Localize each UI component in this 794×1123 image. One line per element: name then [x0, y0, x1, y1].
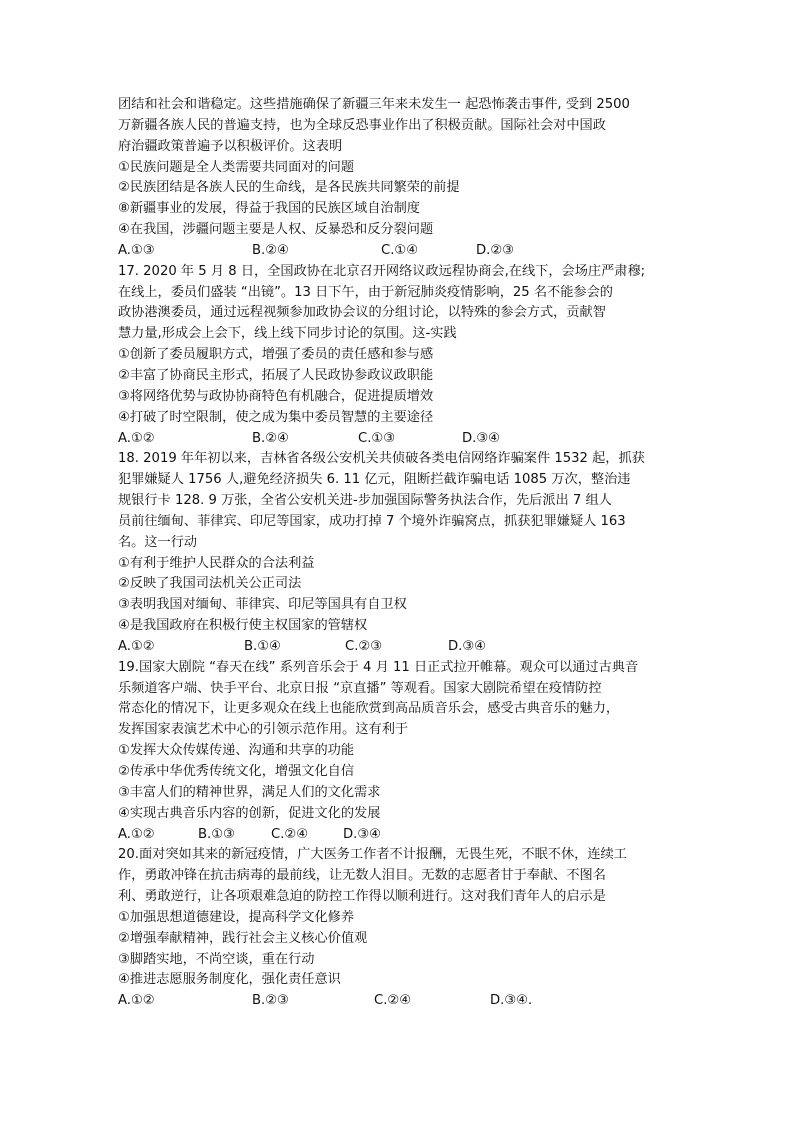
question-text-line: 万新疆各族人民的普遍支持，也为全球反恐事业作出了积极贡献。国际社会对中国政: [118, 117, 606, 133]
question-text-line: 犯罪嫌疑人 1756 人,避免经济损失 6. 11 亿元，阻断拦截诈骗电话 1085 万次，整治违: [118, 472, 631, 488]
statement-1: ①发挥大众传媒传递、沟通和共享的功能: [118, 743, 355, 759]
option-d: D.③④.: [490, 993, 533, 1009]
question-18: [118, 449, 678, 657]
question-text-line: 在线上，委员们盛装 “出镜”。13 日下午，由于新冠肺炎疫情影响，25 名不能参会的: [118, 284, 613, 300]
answer-options: [118, 825, 678, 846]
statement-2: ②民族团结是各族人民的生命线，是各民族共同繁荣的前提: [118, 180, 460, 196]
question-text-line: 员前往缅甸、菲律宾、印尼等国家，成功打掉 7 个境外诈骗窝点，抓获犯罪嫌疑人 163: [118, 513, 626, 529]
option-b: B.①③: [198, 826, 235, 842]
option-a: A.①②: [118, 430, 155, 446]
question-text-line: 20.面对突如其来的新冠疫情，广大医务工作者不计报酬，无畏生死，不眠不休，连续工: [118, 847, 627, 863]
question-text-line: 18. 2019 年年初以来，吉林省各级公安机关共侦破各类电信网络诈骗案件 1532 起，抓获: [118, 451, 645, 467]
statement-2: ②传承中华优秀传统文化，增强文化自信: [118, 764, 355, 779]
question-text-line: 规银行卡 128. 9 万张，全省公安机关进-步加强国际警务执法合作，先后派出 7 组人: [118, 493, 612, 509]
exam-page: [118, 95, 678, 1012]
statement-4: ④是我国政府在积极行使主权国家的管辖权: [118, 618, 368, 634]
question-text-line: 政协港澳委员，通过远程视频参加政协会议的分组讨论，以特殊的参会方式，贡献智: [118, 305, 606, 321]
question-text-line: 17. 2020 年 5 月 8 日，全国政协在北京召开网络议政远程协商会,在线下，会场庄严肃穆;: [118, 263, 646, 279]
statement-2: ②增强奉献精神，践行社会主义核心价值观: [118, 930, 368, 946]
statement-3: ③丰富人们的精神世界，满足人们的文化需求: [118, 784, 381, 800]
statement-1: ①加强思想道德建设，提高科学文化修养: [118, 909, 355, 925]
question-text-line: 19.国家大剧院 “春天在线” 系列音乐会于 4 月 11 日正式拉开帷幕。观众可以通过古典音: [118, 659, 639, 675]
option-a: A.①③: [118, 242, 155, 258]
question-19: [118, 658, 678, 846]
statement-2: ②反映了我国司法机关公正司法: [118, 576, 302, 592]
option-b: B.②④: [252, 242, 289, 258]
question-16-continuation: [118, 95, 678, 262]
statement-3: ③脚踏实地，不尚空谈，重在行动: [118, 951, 315, 967]
question-text-line: 常态化的情况下，让更多观众在线上也能欣赏到高品质音乐会，感受古典音乐的魅力，: [118, 701, 620, 717]
answer-options: [118, 241, 678, 262]
option-d: D.③④: [448, 638, 486, 654]
option-a: A.①②: [118, 826, 155, 842]
question-text-line: 作，勇敢冲锋在抗击病毒的最前线，让无数人泪目。无数的志愿者甘于奉献、不图名: [118, 868, 606, 884]
option-d: D.③④: [343, 826, 381, 842]
option-c: C.②④: [271, 826, 309, 842]
statement-1: ①有利于维护人民群众的合法利益: [118, 555, 315, 571]
option-a: A.①②: [118, 638, 155, 654]
statement-1: ①民族问题是全人类需要共同面对的问题: [118, 159, 355, 175]
question-text-line: 利、勇敢逆行，让各项艰难急迫的防控工作得以顺利进行。这对我们青年人的启示是: [118, 889, 606, 905]
answer-options: [118, 637, 678, 658]
option-b: B.②④: [252, 430, 289, 446]
question-text-line: 乐频道客户端、快手平台、北京日报 “京直播” 等观看。国家大剧院希望在疫情防控: [118, 680, 602, 696]
statement-4: ④实现古典音乐内容的创新，促进文化的发展: [118, 805, 381, 821]
option-c: C.②④: [374, 993, 412, 1009]
statement-2: ②丰富了协商民主形式，拓展了人民政协参政议政职能: [118, 367, 434, 383]
question-text-line: 名。这一行动: [118, 534, 198, 550]
question-text-line: 府治疆政策普遍予以积极评价。这表明: [118, 138, 343, 154]
statement-1: ①创新了委员履职方式，增强了委员的责任感和参与感: [118, 347, 434, 363]
statement-3: ③将网络优势与政协协商特色有机融合，促进提质增效: [118, 388, 434, 404]
option-a: A.①②: [118, 993, 155, 1009]
question-text-line: 发挥国家表演艺术中心的引领示范作用。这有利于: [118, 722, 409, 738]
question-text-line: 慧力量,形成会上会下，线上线下同步讨论的氛围。这-实践: [118, 326, 457, 342]
option-d: D.③④: [462, 430, 500, 446]
statement-4: ④打破了时空限制，使之成为集中委员智慧的主要途径: [118, 409, 434, 425]
question-20: [118, 845, 678, 1012]
question-17: [118, 262, 678, 450]
statement-4: ④在我国，涉疆问题主要是人权、反暴恐和反分裂问题: [118, 222, 434, 238]
statement-3: ③表明我国对缅甸、菲律宾、印尼等国具有自卫权: [118, 597, 407, 613]
option-b: B.②③: [252, 993, 289, 1009]
answer-options: [118, 429, 678, 450]
option-c: C.②③: [345, 638, 383, 654]
answer-options: [118, 991, 678, 1012]
option-c: C.①④: [381, 242, 419, 258]
question-text-line: 团结和社会和谐稳定。这些措施确保了新疆三年来未发生一 起恐怖袭击事件, 受到 2500: [118, 97, 630, 112]
option-b: B.①④: [244, 638, 281, 654]
option-d: D.②③: [476, 242, 514, 258]
option-c: C.①③: [358, 430, 396, 446]
statement-3: ⑧新疆事业的发展，得益于我国的民族区域自治制度: [118, 201, 420, 217]
statement-4: ④推进志愿服务制度化，强化责任意识: [118, 972, 341, 988]
